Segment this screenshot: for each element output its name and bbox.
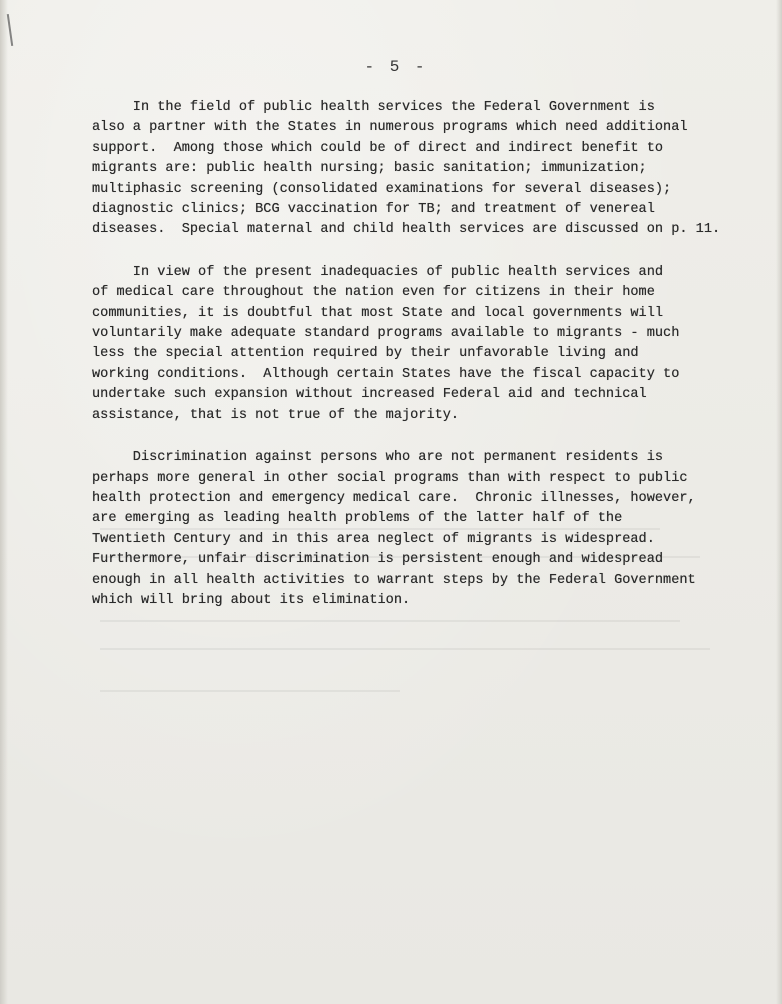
bleed-through-mark xyxy=(100,690,400,692)
page-right-edge-shadow xyxy=(776,0,782,1004)
page-number: - 5 - xyxy=(364,58,428,76)
bleed-through-mark xyxy=(100,648,710,650)
body-text xyxy=(92,98,720,633)
page-left-edge-shadow xyxy=(0,0,8,1004)
paragraph-public-health-services: In the field of public health services the Federal Government is also a partner with the States in numerous programs which need additional support. Among those which could be of direct and indirect benefit to migrants are: public health nursing; basic sanitation; immunization; multiphasic screening (consolidated examinations for several diseases); diagnostic clinics; BCG vaccination for TB; and treatment of venereal diseases. Special maternal and child health services are discussed on p. 11. xyxy=(92,100,721,238)
paragraph-inadequacies: In view of the present inadequacies of public health services and of medical care throughout the nation even for citizens in their home communities, it is doubtful that most State and local governments will voluntarily make adequate standard programs available to migrants - much less the special attention required by their unfavorable living and working conditions. Although certain States have the fiscal capacity to undertake such expansion without increased Federal aid and technical assistance, that is not true of the majority. xyxy=(92,264,680,423)
paragraph-discrimination: Discrimination against persons who are not permanent residents is perhaps more general in other social programs than with respect to public health protection and emergency medical care. Chronic illnesses, however, are emerging as leading health problems of the latter half of the Twentieth Century and in this area neglect of migrants is widespread. Furthermore, unfair discrimination is persistent enough and widespread enough in all health activities to warrant steps by the Federal Government which will bring about its elimination. xyxy=(92,450,696,608)
